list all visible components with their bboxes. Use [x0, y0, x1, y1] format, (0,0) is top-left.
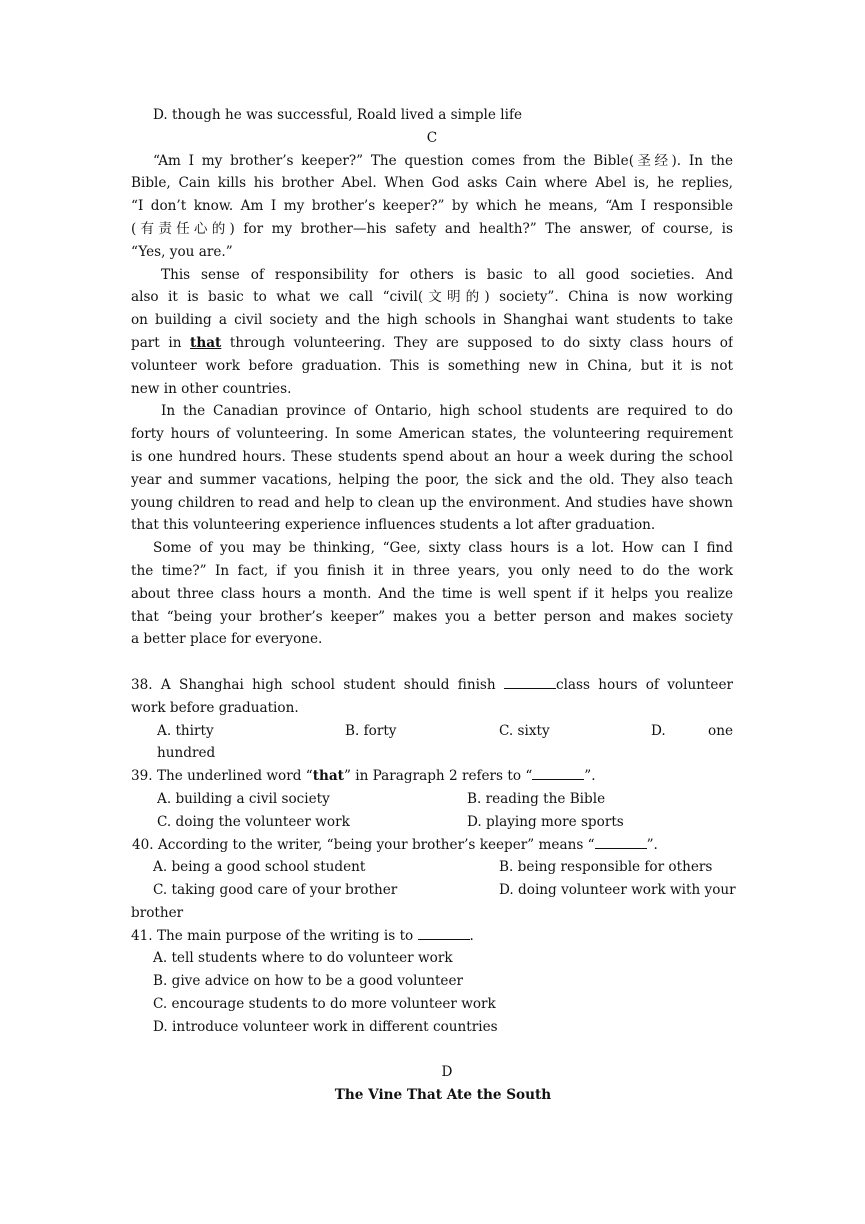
option-d[interactable]: D. playing more sports — [467, 813, 624, 830]
question-stem — [131, 834, 733, 857]
answer-blank — [595, 834, 647, 849]
paragraph-line: on building a civil society and the high schools in Shanghai want students to take — [131, 312, 733, 329]
option-b[interactable]: B. being responsible for others — [499, 859, 713, 876]
question-text: 39. The underlined word “ — [131, 768, 313, 785]
answer-blank — [418, 925, 470, 940]
paragraph-line — [131, 332, 733, 355]
option-d-text: one — [708, 722, 733, 739]
question-40 — [131, 834, 736, 925]
paragraph-2 — [131, 264, 733, 401]
options-row — [131, 811, 733, 834]
paragraph-line: also it is basic to what we call “civil(文明的) society”. China is now working — [131, 289, 733, 306]
options-row — [131, 788, 733, 811]
paragraph-line: “I don’t know. Am I my brother’s keeper?” by which he means, “Am I responsible — [131, 198, 733, 215]
text-fragment: through volunteering. They are supposed to do sixty class hours of — [221, 334, 733, 351]
question-text: ”. — [584, 768, 596, 785]
option-a[interactable]: A. tell students where to do volunteer work — [153, 950, 453, 967]
option-c[interactable]: C. doing the volunteer work — [157, 813, 350, 830]
text-fragment: part in — [131, 334, 191, 351]
question-text: 40. According to the writer, “being your brother’s keeper” means “ — [132, 836, 595, 853]
paragraph-line: “Yes, you are.” — [131, 243, 233, 260]
options-row — [131, 720, 733, 743]
question-stem — [131, 925, 733, 948]
paragraph-1 — [131, 150, 733, 264]
paragraph-line: is one hundred hours. These students spend about an hour a week during the school — [131, 448, 733, 465]
option-d-cont: hundred — [157, 745, 216, 762]
paragraph-line: Some of you may be thinking, “Gee, sixty class hours is a lot. How can I find — [153, 540, 733, 557]
question-stem — [131, 674, 733, 697]
option-b[interactable]: B. forty — [345, 722, 397, 739]
paragraph-line: about three class hours a month. And the time is well spent if it helps you realize — [131, 585, 733, 602]
option-c[interactable]: C. taking good care of your brother — [153, 882, 398, 899]
paragraph-3 — [131, 400, 733, 537]
option-d-cont: brother — [131, 904, 184, 921]
option-c[interactable]: C. sixty — [499, 722, 550, 739]
option-b[interactable]: B. give advice on how to be a good volunteer — [153, 973, 464, 990]
spacer — [131, 651, 733, 674]
section-heading-c: C — [426, 129, 438, 146]
paragraph-line: This sense of responsibility for others is basic to all good societies. And — [161, 266, 733, 283]
question-38 — [131, 674, 733, 765]
question-39 — [131, 765, 733, 833]
paragraph-line: (有责任心的) for my brother—his safety and health?” The answer, of course, is — [131, 220, 733, 237]
paragraph-line: that this volunteering experience influences students a lot after graduation. — [131, 517, 656, 534]
paragraph-line: Bible, Cain kills his brother Abel. When God asks Cain where Abel is, he replies, — [131, 175, 733, 192]
question-41 — [131, 925, 733, 1039]
underlined-word-that: that — [190, 334, 222, 351]
options-row — [131, 856, 733, 879]
quoted-word-that: that — [312, 768, 344, 785]
paragraph-line: a better place for everyone. — [131, 631, 323, 648]
section-heading-d: D — [441, 1064, 453, 1081]
paragraph-line: “Am I my brother’s keeper?” The question comes from the Bible(圣经). In the — [153, 152, 733, 169]
question-stem-cont: work before graduation. — [131, 699, 299, 716]
question-text: ”. — [646, 836, 658, 853]
option-d[interactable]: D. — [651, 722, 666, 739]
paragraph-line: forty hours of volunteering. In some American states, the volunteering requirement — [131, 426, 733, 443]
option-a[interactable]: A. thirty — [157, 722, 214, 739]
paragraph-line: In the Canadian province of Ontario, high school students are required to do — [161, 403, 733, 420]
option-a[interactable]: A. being a good school student — [153, 859, 366, 876]
option-a[interactable]: A. building a civil society — [157, 790, 330, 807]
option-b[interactable]: B. reading the Bible — [467, 790, 606, 807]
question-text: . — [469, 927, 474, 944]
option-d[interactable]: D. introduce volunteer work in different countries — [153, 1018, 498, 1035]
paragraph-line: year and summer vacations, helping the poor, the sick and the old. They also teach — [131, 471, 733, 488]
answer-blank — [504, 674, 556, 689]
spacer — [131, 1039, 733, 1062]
options-row — [131, 879, 736, 902]
option-c[interactable]: C. encourage students to do more volunteer work — [153, 996, 496, 1013]
section-d-title: The Vine That Ate the South — [334, 1087, 552, 1104]
paragraph-4 — [131, 537, 733, 651]
paragraph-line: the time?” In fact, if you finish it in three years, you only need to do the work — [131, 562, 733, 579]
question-stem — [131, 765, 733, 788]
answer-blank — [532, 765, 584, 780]
paragraph-line: that “being your brother’s keeper” makes you a better person and makes society — [131, 608, 733, 625]
question-text: 41. The main purpose of the writing is to — [131, 927, 418, 944]
paragraph-line: new in other countries. — [131, 380, 292, 397]
question-text: 38. A Shanghai high school student should finish — [131, 676, 504, 693]
document-page — [131, 104, 736, 1107]
question-text: ” in Paragraph 2 refers to “ — [343, 768, 533, 785]
option-d[interactable]: D. doing volunteer work with your — [499, 882, 736, 899]
paragraph-line: volunteer work before graduation. This is something new in China, but it is not — [131, 357, 733, 374]
paragraph-line: young children to read and help to clean up the environment. And studies have shown — [131, 494, 733, 511]
option-d-previous-question: D. though he was successful, Roald lived a simple life — [153, 107, 523, 123]
question-text: class hours of volunteer — [555, 676, 733, 693]
